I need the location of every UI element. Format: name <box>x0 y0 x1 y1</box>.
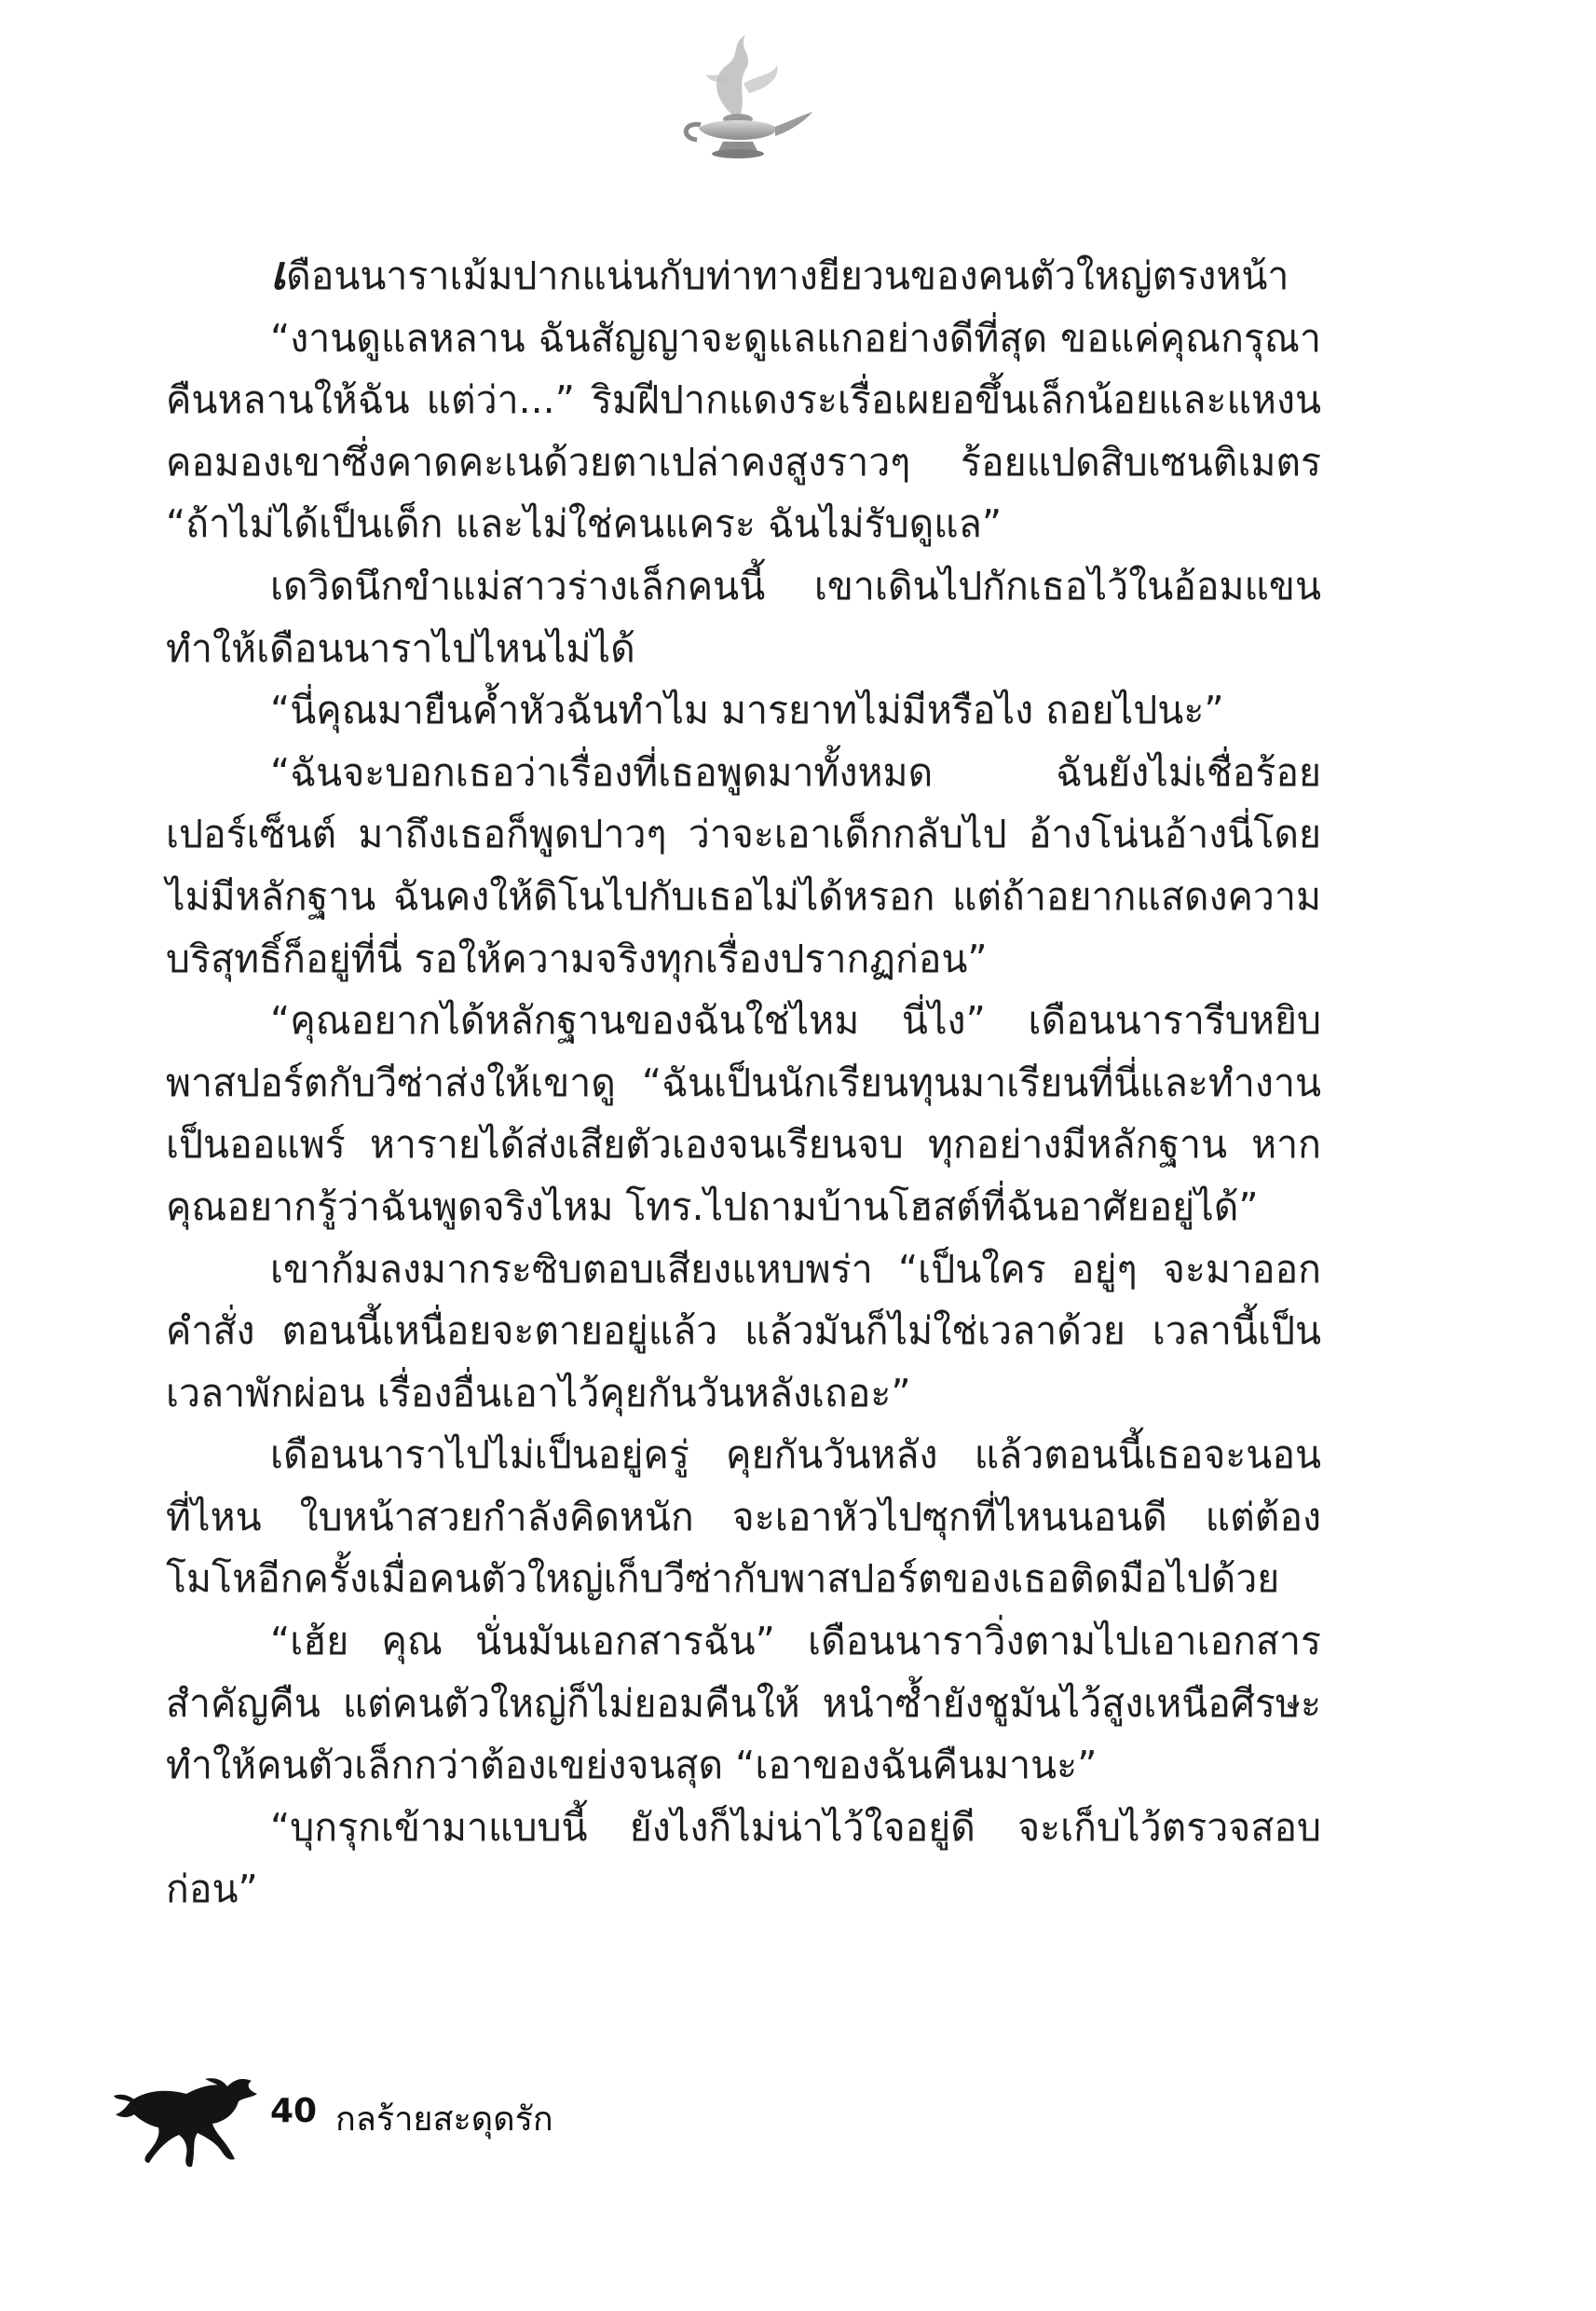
paragraph-3: เดวิดนึกขำแม่สาวร่างเล็กคนนี้ เขาเดินไปกักเธอไว้ในอ้อมแขน ทำให้เดือนนาราไปไหนไม่ได้ <box>166 563 1321 671</box>
paragraph-4: “นี่คุณมายืนค้ำหัวฉันทำไม มารยาทไม่มีหรือไง ถอยไปนะ” <box>270 688 1224 733</box>
paragraph-6: “คุณอยากได้หลักฐานของฉันใช่ไหม นี่ไง” เดือนนารารีบหยิบพาสปอร์ตกับวีซ่าส่งให้เขาดู “ฉันเป็นนักเรียนทุนมาเรียนที่นี่และทำงานเป็นออแพร์ หารายได้ส่งเสียตัวเองจนเรียนจบ ทุกอย่างมีหลักฐาน หากคุณอยากรู้ว่าฉันพูดจริงไหม โทร.ไปถามบ้านโฮสต์ที่ฉันอาศัยอยู่ได้” <box>166 998 1321 1229</box>
paragraph-5: “ฉันจะบอกเธอว่าเรื่องที่เธอพูดมาทั้งหมด ฉันยังไม่เชื่อร้อยเปอร์เซ็นต์ มาถึงเธอก็พูดปาวๆ ว่าจะเอาเด็กกลับไป อ้างโน่นอ้างนี่โดยไม่มีหลักฐาน ฉันคงให้ดิโนไปกับเธอไม่ได้หรอก แต่ถ้าอยากแสดงความบริสุทธิ์ก็อยู่ที่นี่ รอให้ความจริงทุกเรื่องปรากฏก่อน” <box>166 749 1321 981</box>
drop-letter: เ <box>270 246 287 300</box>
paragraph-1-text: ดือนนาราเม้มปากแน่นกับท่าทางยียวนของคนตัวใหญ่ตรงหน้า <box>286 253 1289 298</box>
paragraph-2: “งานดูแลหลาน ฉันสัญญาจะดูแลแกอย่างดีที่สุด ขอแค่คุณกรุณาคืนหลานให้ฉัน แต่ว่า...” ริมฝีปากแดงระเรื่อเผยอขึ้นเล็กน้อยและแหงนคอมองเขาซึ่งคาดคะเนด้วยตาเปล่าคงสูงราวๆ ร้อยแปดสิบเซนติเมตร “ถ้าไม่ได้เป็นเด็ก และไม่ใช่คนแคระ ฉันไม่รับดูแล” <box>166 315 1321 547</box>
page-footer <box>112 2073 764 2176</box>
paragraph-10: “บุกรุกเข้ามาแบบนี้ ยังไงก็ไม่น่าไว้ใจอยู่ดี จะเก็บไว้ตรวจสอบก่อน” <box>166 1804 1321 1912</box>
book-title: กลร้ายสะดุดรัก <box>335 2100 553 2139</box>
paragraph-9: “เฮ้ย คุณ นั่นมันเอกสารฉัน” เดือนนาราวิ่งตามไปเอาเอกสารสำคัญคืน แต่คนตัวใหญ่ก็ไม่ยอมคืนให้ หนำซ้ำยังชูมันไว้สูงเหนือศีรษะ ทำให้คนตัวเล็กกว่าต้องเขย่งจนสุด “เอาของฉันคืนมานะ” <box>166 1619 1321 1788</box>
genie-lamp-icon <box>652 28 820 168</box>
paragraph-8: เดือนนาราไปไม่เป็นอยู่ครู่ คุยกันวันหลัง แล้วตอนนี้เธอจะนอนที่ไหน ใบหน้าสวยกำลังคิดหนัก จะเอาหัวไปซุกที่ไหนนอนดี แต่ต้องโมโหอีกครั้งเมื่อคนตัวใหญ่เก็บวีซ่ากับพาสปอร์ตของเธอติดมือไปด้วย <box>166 1432 1321 1602</box>
running-horse-icon <box>112 2073 270 2176</box>
page-number: 40 <box>270 2092 318 2130</box>
body-text <box>166 242 1321 1921</box>
paragraph-7: เขาก้มลงมากระซิบตอบเสียงแหบพร่า “เป็นใคร อยู่ๆ จะมาออกคำสั่ง ตอนนี้เหนื่อยจะตายอยู่แล้ว แล้วมันก็ไม่ใช่เวลาด้วย เวลานี้เป็นเวลาพักผ่อน เรื่องอื่นเอาไว้คุยกันวันหลังเถอะ” <box>166 1246 1321 1415</box>
paragraph-1 <box>166 242 1321 308</box>
